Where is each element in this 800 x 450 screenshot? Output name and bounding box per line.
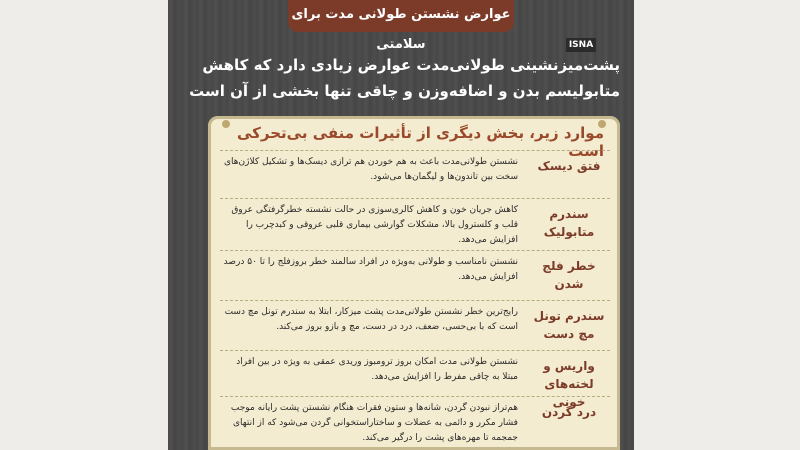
effect-row: [220, 150, 610, 199]
effect-row: [220, 250, 610, 301]
panel-title: موارد زیر، بخش دیگری از تأثیرات منفی بی‌تحرکی است: [236, 124, 604, 160]
effect-row: [220, 300, 610, 351]
effect-description: هم‌تراز نبودن گردن، شانه‌ها و ستون فقرات هنگام نشستن پشت رایانه موجب فشار مکرر و دائمی به عضلات و ساختاراستخوانی گردن می‌شود که از انتهای جمجمه تا مهره‌های پشت را درگیر می‌کند.: [230, 403, 518, 443]
headline-line-2: متابولیسم بدن و اضافه‌وزن و چاقی تنها بخشی از آن است: [189, 82, 620, 100]
effect-title: سندرم متابولیک: [543, 207, 595, 239]
effect-title: سندرم تونل مچ دست: [533, 309, 605, 341]
banner-title: عوارض نشستن طولانی مدت برای سلامتی: [288, 0, 514, 32]
wood-board: [168, 0, 634, 450]
headline-line-1: پشت‌میزنشینی طولانی‌مدت عوارض زیادی دارد که کاهش: [202, 56, 620, 74]
effect-title: درد گردن: [541, 405, 597, 419]
effect-description: نشستن نامناسب و طولانی به‌ویژه در افراد سالمند خطر بروزفلج را تا ۵۰ درصد افزایش می‌دهد.: [223, 257, 518, 282]
isna-logo: ISNA: [566, 38, 596, 52]
effect-description: کاهش جریان خون و کاهش کالری‌سوزی در حالت نشسته خطرگرفتگی عروق قلب و کلسترول بالا، مشکلات گوارشی بیماری قلبی عروقی و کبدچرب را افزایش می‌دهد.: [231, 205, 518, 245]
left-margin: [0, 0, 168, 450]
effects-panel: [208, 116, 620, 450]
effect-title: فتق دیسک: [537, 159, 601, 173]
effect-description: نشستن طولانی مدت امکان بروز ترومبوز وریدی عمقی به ویژه در بین افراد مبتلا به چاقی مفرط را افزایش می‌دهد.: [236, 357, 518, 382]
effect-description: نشستن طولانی‌مدت باعث به هم خوردن هم ترازی دیسک‌ها و تشکیل کلاژن‌های سخت بین تاندون‌ها و لیگمان‌ها می‌شود.: [224, 157, 518, 182]
effect-title: واریس و لخته‌های خونی: [543, 359, 595, 409]
effect-row: [220, 198, 610, 251]
effect-row: [220, 396, 610, 450]
right-margin: [634, 0, 800, 450]
effect-row: [220, 350, 610, 409]
effect-description: رایج‌ترین خطر نشستن طولانی‌مدت پشت میزکار، ابتلا به سندرم تونل مچ دست است که با بی‌حسی، ضعف، درد در دست، مچ و بازو بروز می‌کند.: [224, 307, 518, 332]
headline: [184, 52, 620, 104]
effect-title: خطر فلج شدن: [542, 259, 596, 291]
